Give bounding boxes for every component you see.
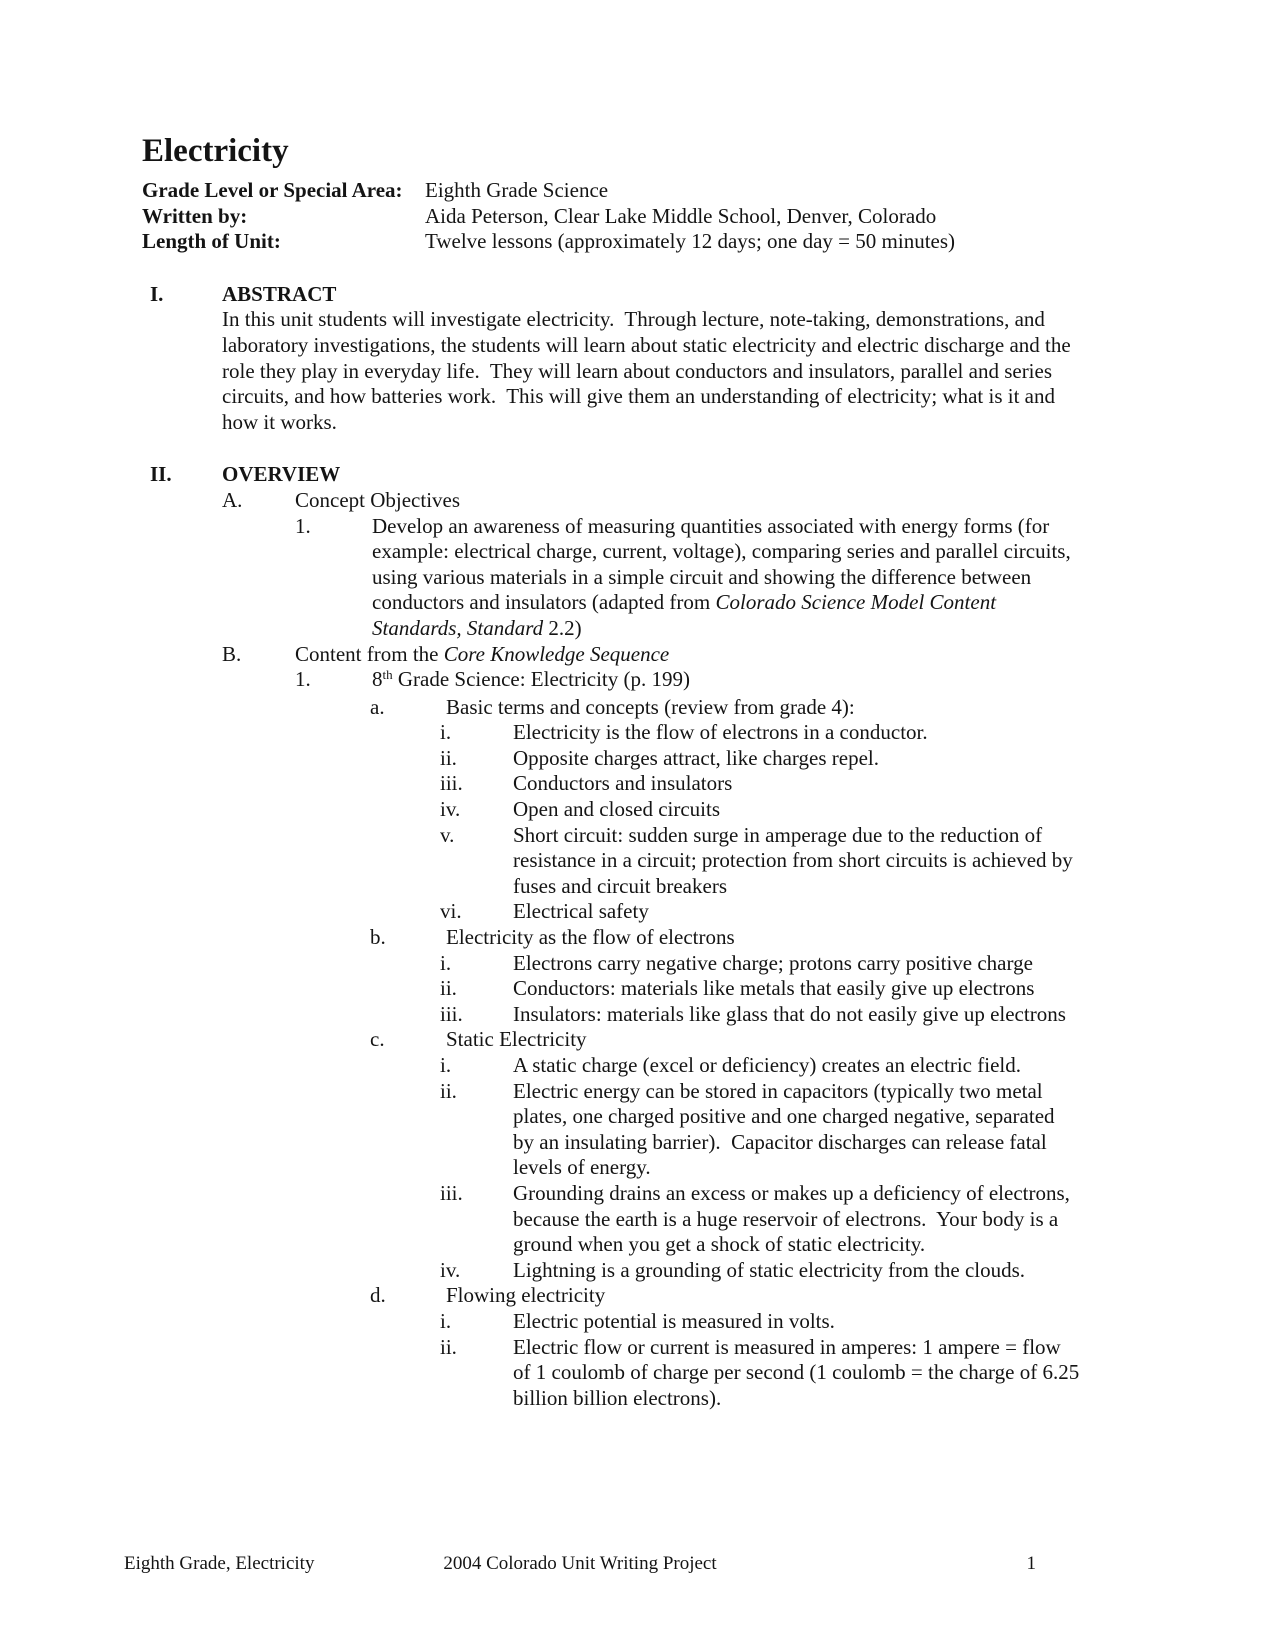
outline-marker: vi. xyxy=(440,899,462,924)
text-segment: Opposite charges attract, like charges repel. xyxy=(513,745,879,770)
outline-item-A xyxy=(0,488,1275,514)
section-title: ABSTRACT xyxy=(222,281,337,306)
meta-label: Written by: xyxy=(142,203,248,228)
text-segment: Electricity is the flow of electrons in a conductor. xyxy=(513,720,928,745)
footer-page-number: 1 xyxy=(1026,1553,1036,1574)
outline-marker: b. xyxy=(370,925,386,950)
text-segment: Flowing electricity xyxy=(446,1283,606,1308)
text-segment: Grade Science: Electricity (p. 199) xyxy=(392,667,690,692)
outline-marker: iii. xyxy=(440,771,463,796)
outline-marker: i. xyxy=(440,1308,452,1333)
text-segment: Basic terms and concepts (review from grade 4): xyxy=(446,694,855,719)
text-segment: Conductors and insulators xyxy=(513,771,733,796)
outline-text xyxy=(513,899,1080,925)
text-segment: Conductors: materials like metals that easily give up electrons xyxy=(513,976,1035,1001)
outline-marker: 1. xyxy=(295,513,311,538)
abstract-paragraph: In this unit students will investigate electricity. Through lecture, note-taking, demonstrations, and laboratory investigations, the students will learn about static electricity and electric discharge and the role they play in everyday life. They will learn about conductors and insulators, parallel and series circuits, and how batteries work. This will give them an understanding of electricity; what is it and how it works. xyxy=(222,307,1076,434)
outline-text xyxy=(513,951,1080,977)
outline-text xyxy=(513,746,1080,772)
text-segment: Short circuit: sudden surge in amperage due to the reduction of resistance in a circuit; protection from short circuits is achieved by fuses and circuit breakers xyxy=(513,822,1079,898)
outline-marker: d. xyxy=(370,1283,386,1308)
text-segment: Electrical safety xyxy=(513,899,649,924)
text-segment: Electric potential is measured in volts. xyxy=(513,1308,835,1333)
outline-item-d-i xyxy=(0,1309,1275,1335)
meta-row-written-by xyxy=(142,204,1275,230)
outline-text xyxy=(446,1027,1080,1053)
text-segment: A static charge (excel or deficiency) creates an electric field. xyxy=(513,1053,1021,1077)
meta-row-grade-level xyxy=(142,178,1275,204)
outline-text xyxy=(295,642,1080,668)
outline-marker: v. xyxy=(440,822,455,847)
outline-marker: i. xyxy=(440,720,452,745)
outline-item-a-i xyxy=(0,720,1275,746)
page-footer xyxy=(124,1552,1036,1575)
outline-text xyxy=(513,1079,1080,1181)
text-segment: 2.2) xyxy=(543,615,582,640)
outline-text xyxy=(513,1002,1080,1028)
outline-text xyxy=(513,797,1080,823)
section-marker: I. xyxy=(150,281,164,306)
outline-item-b-ii xyxy=(0,976,1275,1002)
outline-item-b-i xyxy=(0,951,1275,977)
text-segment: Grounding drains an excess or makes up a deficiency of electrons, because the earth is a huge reservoir of electrons. Your body is a ground when you get a shock of static electricity. xyxy=(513,1180,1076,1257)
outline-marker: ii. xyxy=(440,976,457,1001)
meta-value: Aida Peterson, Clear Lake Middle School, Denver, Colorado xyxy=(425,203,937,228)
outline-marker: A. xyxy=(222,487,243,512)
section-title: OVERVIEW xyxy=(222,462,341,487)
outline-marker: ii. xyxy=(440,1334,457,1359)
outline-item-c-iv xyxy=(0,1258,1275,1284)
text-segment: Insulators: materials like glass that do not easily give up electrons xyxy=(513,1001,1066,1026)
outline-marker: ii. xyxy=(440,1078,457,1103)
outline-marker: 1. xyxy=(295,667,311,692)
text-segment: Open and closed circuits xyxy=(513,797,721,822)
outline-item-A1 xyxy=(0,514,1275,642)
outline-marker: iii. xyxy=(440,1001,463,1026)
outline-text xyxy=(513,976,1080,1002)
text-segment-italic: Colorado Science Model Content Standards, Standard xyxy=(372,590,1002,640)
outline-item-d xyxy=(0,1283,1275,1309)
outline-text xyxy=(446,1283,1080,1309)
outline-item-b xyxy=(0,925,1275,951)
doc-title: Electricity xyxy=(142,133,289,169)
text-segment: Develop an awareness of measuring quantities associated with energy forms (for example: electrical charge, current, voltage), comparing series and parallel circuits, using various materials in a simple circuit and showing the difference between conductors and insulators (adapted from xyxy=(372,513,1076,615)
footer-left-text: Eighth Grade, Electricity xyxy=(124,1553,315,1574)
outline-item-a-iii xyxy=(0,771,1275,797)
footer-center-text: 2004 Colorado Unit Writing Project xyxy=(443,1553,717,1574)
meta-label: Length of Unit: xyxy=(142,229,281,254)
meta-value: Eighth Grade Science xyxy=(425,178,609,202)
meta-label: Grade Level or Special Area: xyxy=(142,178,403,202)
outline-marker: iv. xyxy=(440,1257,461,1282)
outline-marker: i. xyxy=(440,950,452,975)
outline-item-a xyxy=(0,695,1275,721)
outline-text xyxy=(372,514,1080,642)
text-segment: Electric flow or current is measured in amperes: 1 ampere = flow of 1 coulomb of charge per second (1 coulomb = the charge of 6.25 billion billion electrons). xyxy=(513,1334,1085,1410)
outline-item-B1 xyxy=(0,667,1275,695)
outline-marker: i. xyxy=(440,1053,452,1077)
text-segment: Electrons carry negative charge; protons carry positive charge xyxy=(513,950,1033,975)
section-marker: II. xyxy=(150,462,172,487)
text-segment-superscript: th xyxy=(382,667,393,683)
meta-row-length-of-unit xyxy=(142,229,1275,255)
outline-text xyxy=(513,1309,1080,1335)
outline-text xyxy=(295,488,1080,514)
outline-item-c-ii xyxy=(0,1079,1275,1181)
outline-text xyxy=(513,1181,1080,1258)
text-segment: Content from the xyxy=(295,641,444,666)
outline-text xyxy=(446,925,1080,951)
outline-marker: B. xyxy=(222,641,242,666)
outline-item-B xyxy=(0,642,1275,668)
outline-marker: a. xyxy=(370,694,385,719)
text-segment: Static Electricity xyxy=(446,1027,587,1052)
outline-marker: iv. xyxy=(440,797,461,822)
outline-marker: c. xyxy=(370,1027,385,1052)
section-heading-abstract xyxy=(0,282,1275,308)
outline-text xyxy=(513,1258,1080,1284)
text-segment: 8 xyxy=(372,667,383,692)
section-heading-overview xyxy=(0,462,1275,488)
text-segment: Lightning is a grounding of static electricity from the clouds. xyxy=(513,1257,1026,1282)
text-segment: Electric energy can be stored in capacitors (typically two metal plates, one charged positive and one charged negative, separated by an insulating barrier). Capacitor discharges can release fatal levels of energy. xyxy=(513,1078,1060,1180)
text-segment: Concept Objectives xyxy=(295,487,461,512)
outline-text xyxy=(513,823,1080,900)
outline-item-a-vi xyxy=(0,899,1275,925)
outline-item-a-ii xyxy=(0,746,1275,772)
outline-item-c-i xyxy=(0,1053,1275,1079)
outline-text xyxy=(513,1053,1080,1079)
outline-text xyxy=(513,720,1080,746)
outline-marker: ii. xyxy=(440,745,457,770)
outline-item-d-ii xyxy=(0,1335,1275,1412)
outline-text xyxy=(446,695,1080,721)
meta-value: Twelve lessons (approximately 12 days; one day = 50 minutes) xyxy=(425,229,956,254)
outline-text xyxy=(513,1334,1085,1412)
text-segment: Electricity as the flow of electrons xyxy=(446,925,735,950)
outline-marker: iii. xyxy=(440,1180,463,1205)
text-segment-italic: Core Knowledge Sequence xyxy=(443,641,670,666)
outline-item-b-iii xyxy=(0,1002,1275,1028)
outline-item-c xyxy=(0,1027,1275,1053)
outline-text xyxy=(372,667,1080,695)
outline-item-a-iv xyxy=(0,797,1275,823)
outline-item-a-v xyxy=(0,823,1275,900)
outline-item-c-iii xyxy=(0,1181,1275,1258)
outline-text xyxy=(513,771,1080,797)
